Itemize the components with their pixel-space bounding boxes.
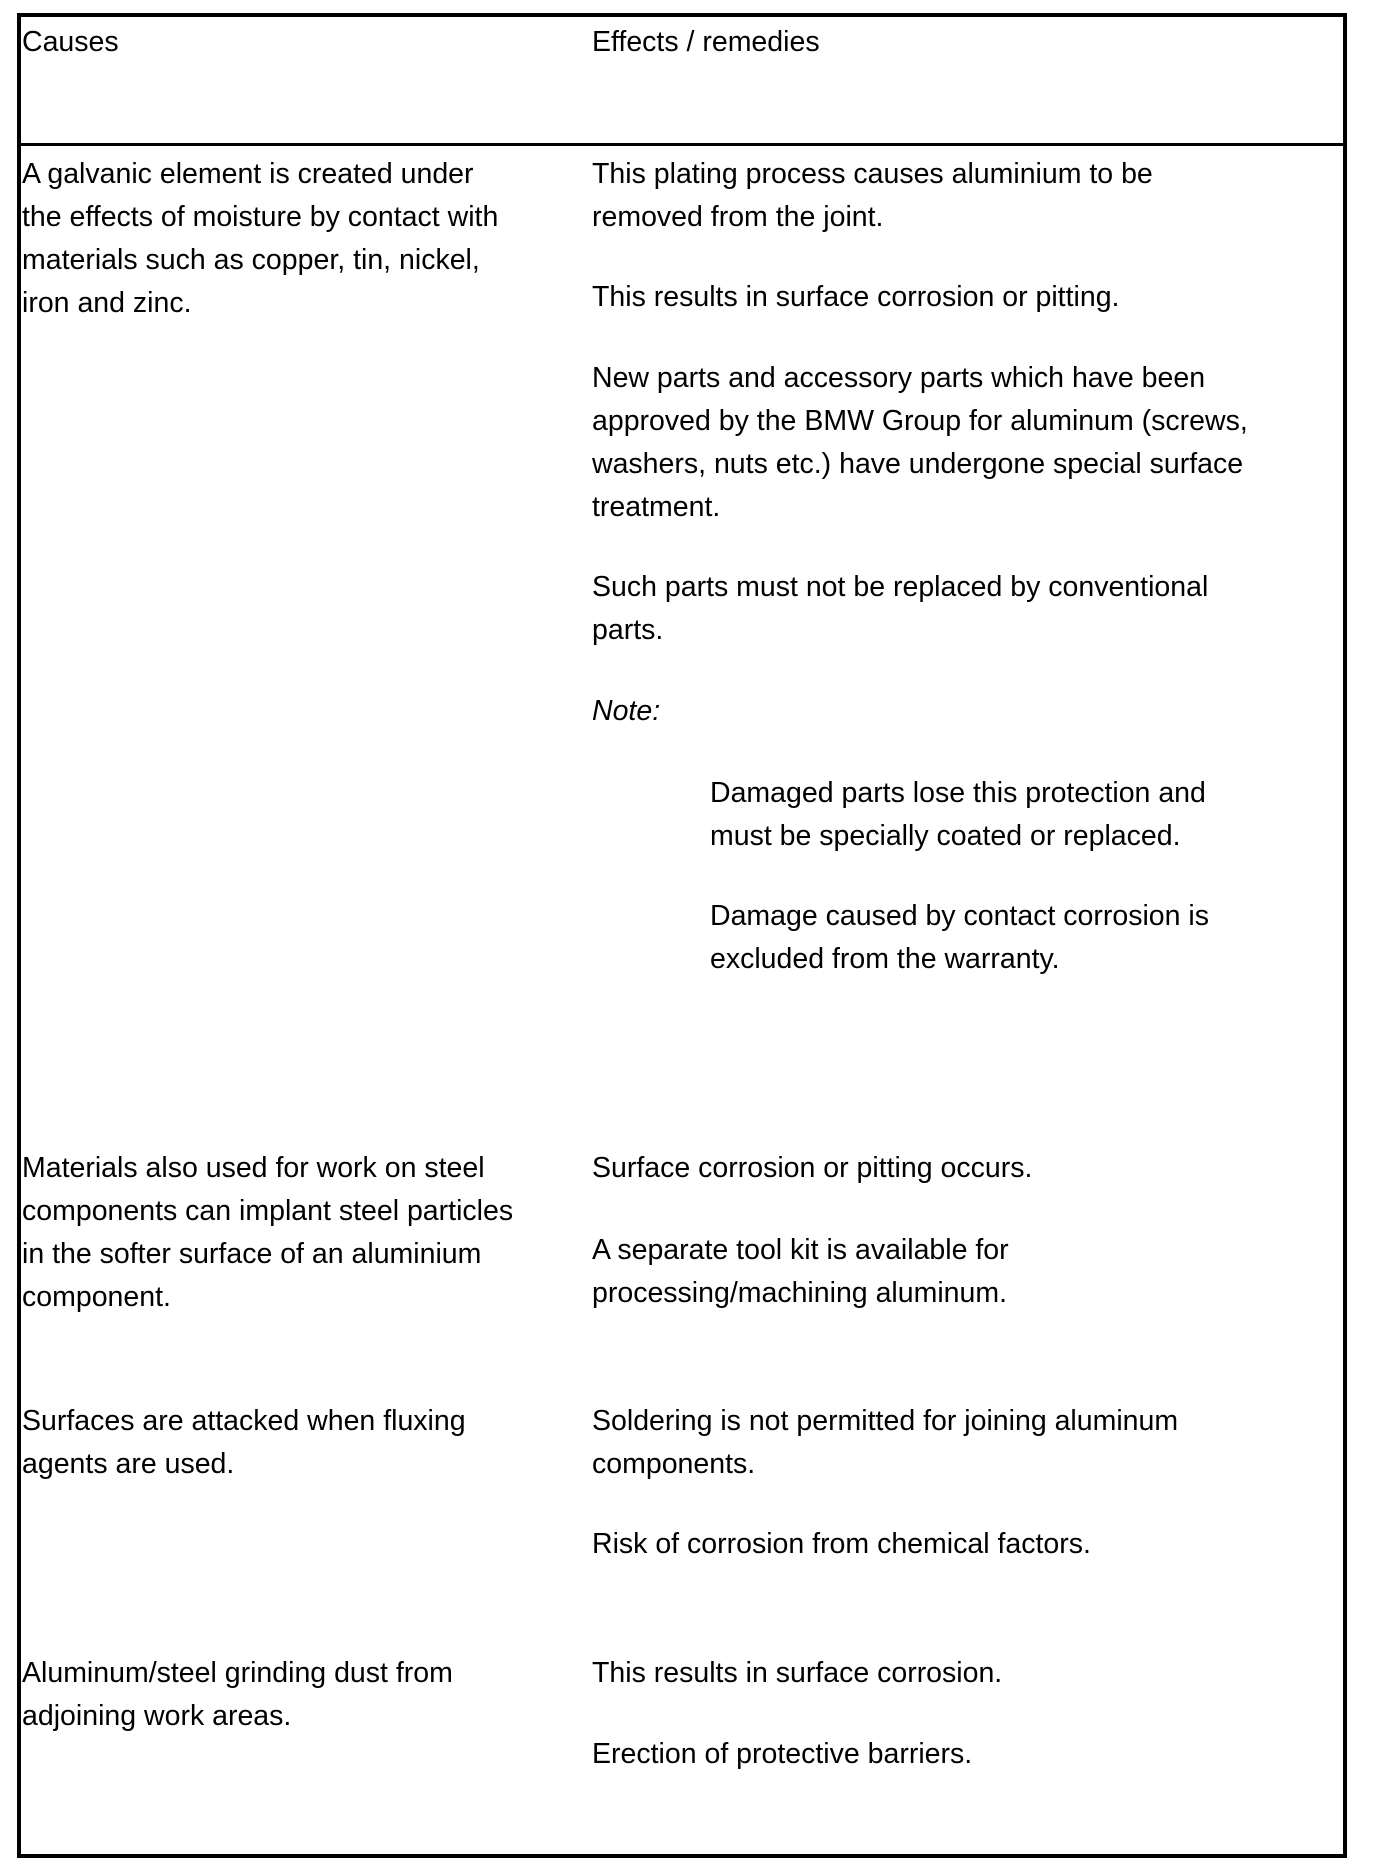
header-divider — [17, 143, 1347, 146]
row4-effect-p1: This results in surface corrosion. — [592, 1657, 1003, 1689]
row1-effect-p4: Such parts must not be replaced by conventional parts. — [592, 571, 1209, 646]
row2-effect-p2: A separate tool kit is available for processing/machining aluminum. — [592, 1234, 1009, 1309]
row3-effect-p1: Soldering is not permitted for joining aluminum components. — [592, 1405, 1179, 1480]
row1-effect-p2: This results in surface corrosion or pitting. — [592, 281, 1120, 313]
row3-cause: Surfaces are attacked when fluxing agents are used. — [22, 1405, 466, 1480]
header-effects: Effects / remedies — [592, 26, 820, 58]
row1-effect-p1: This plating process causes aluminium to be removed from the joint. — [592, 158, 1153, 233]
row1-cause: A galvanic element is created under the effects of moisture by contact with materials such as copper, tin, nickel, iron and zinc. — [22, 158, 499, 319]
row2-effect-p1: Surface corrosion or pitting occurs. — [592, 1152, 1033, 1184]
note-item-1: Damaged parts lose this protection and must be specially coated or replaced. — [710, 777, 1206, 852]
row4-effect-p2: Erection of protective barriers. — [592, 1738, 973, 1770]
row3-effect-p2: Risk of corrosion from chemical factors. — [592, 1528, 1091, 1560]
note-label: Note: — [592, 695, 661, 727]
note-item-2: Damage caused by contact corrosion is excluded from the warranty. — [710, 900, 1210, 975]
row1-effect-p3: New parts and accessory parts which have been approved by the BMW Group for aluminum (screws, washers, nuts etc.) have undergone special surface treatment. — [592, 362, 1248, 523]
row2-cause: Materials also used for work on steel components can implant steel particles in the softer surface of an aluminium component. — [22, 1152, 514, 1313]
header-causes: Causes — [22, 26, 119, 58]
row4-cause: Aluminum/steel grinding dust from adjoining work areas. — [22, 1657, 453, 1732]
